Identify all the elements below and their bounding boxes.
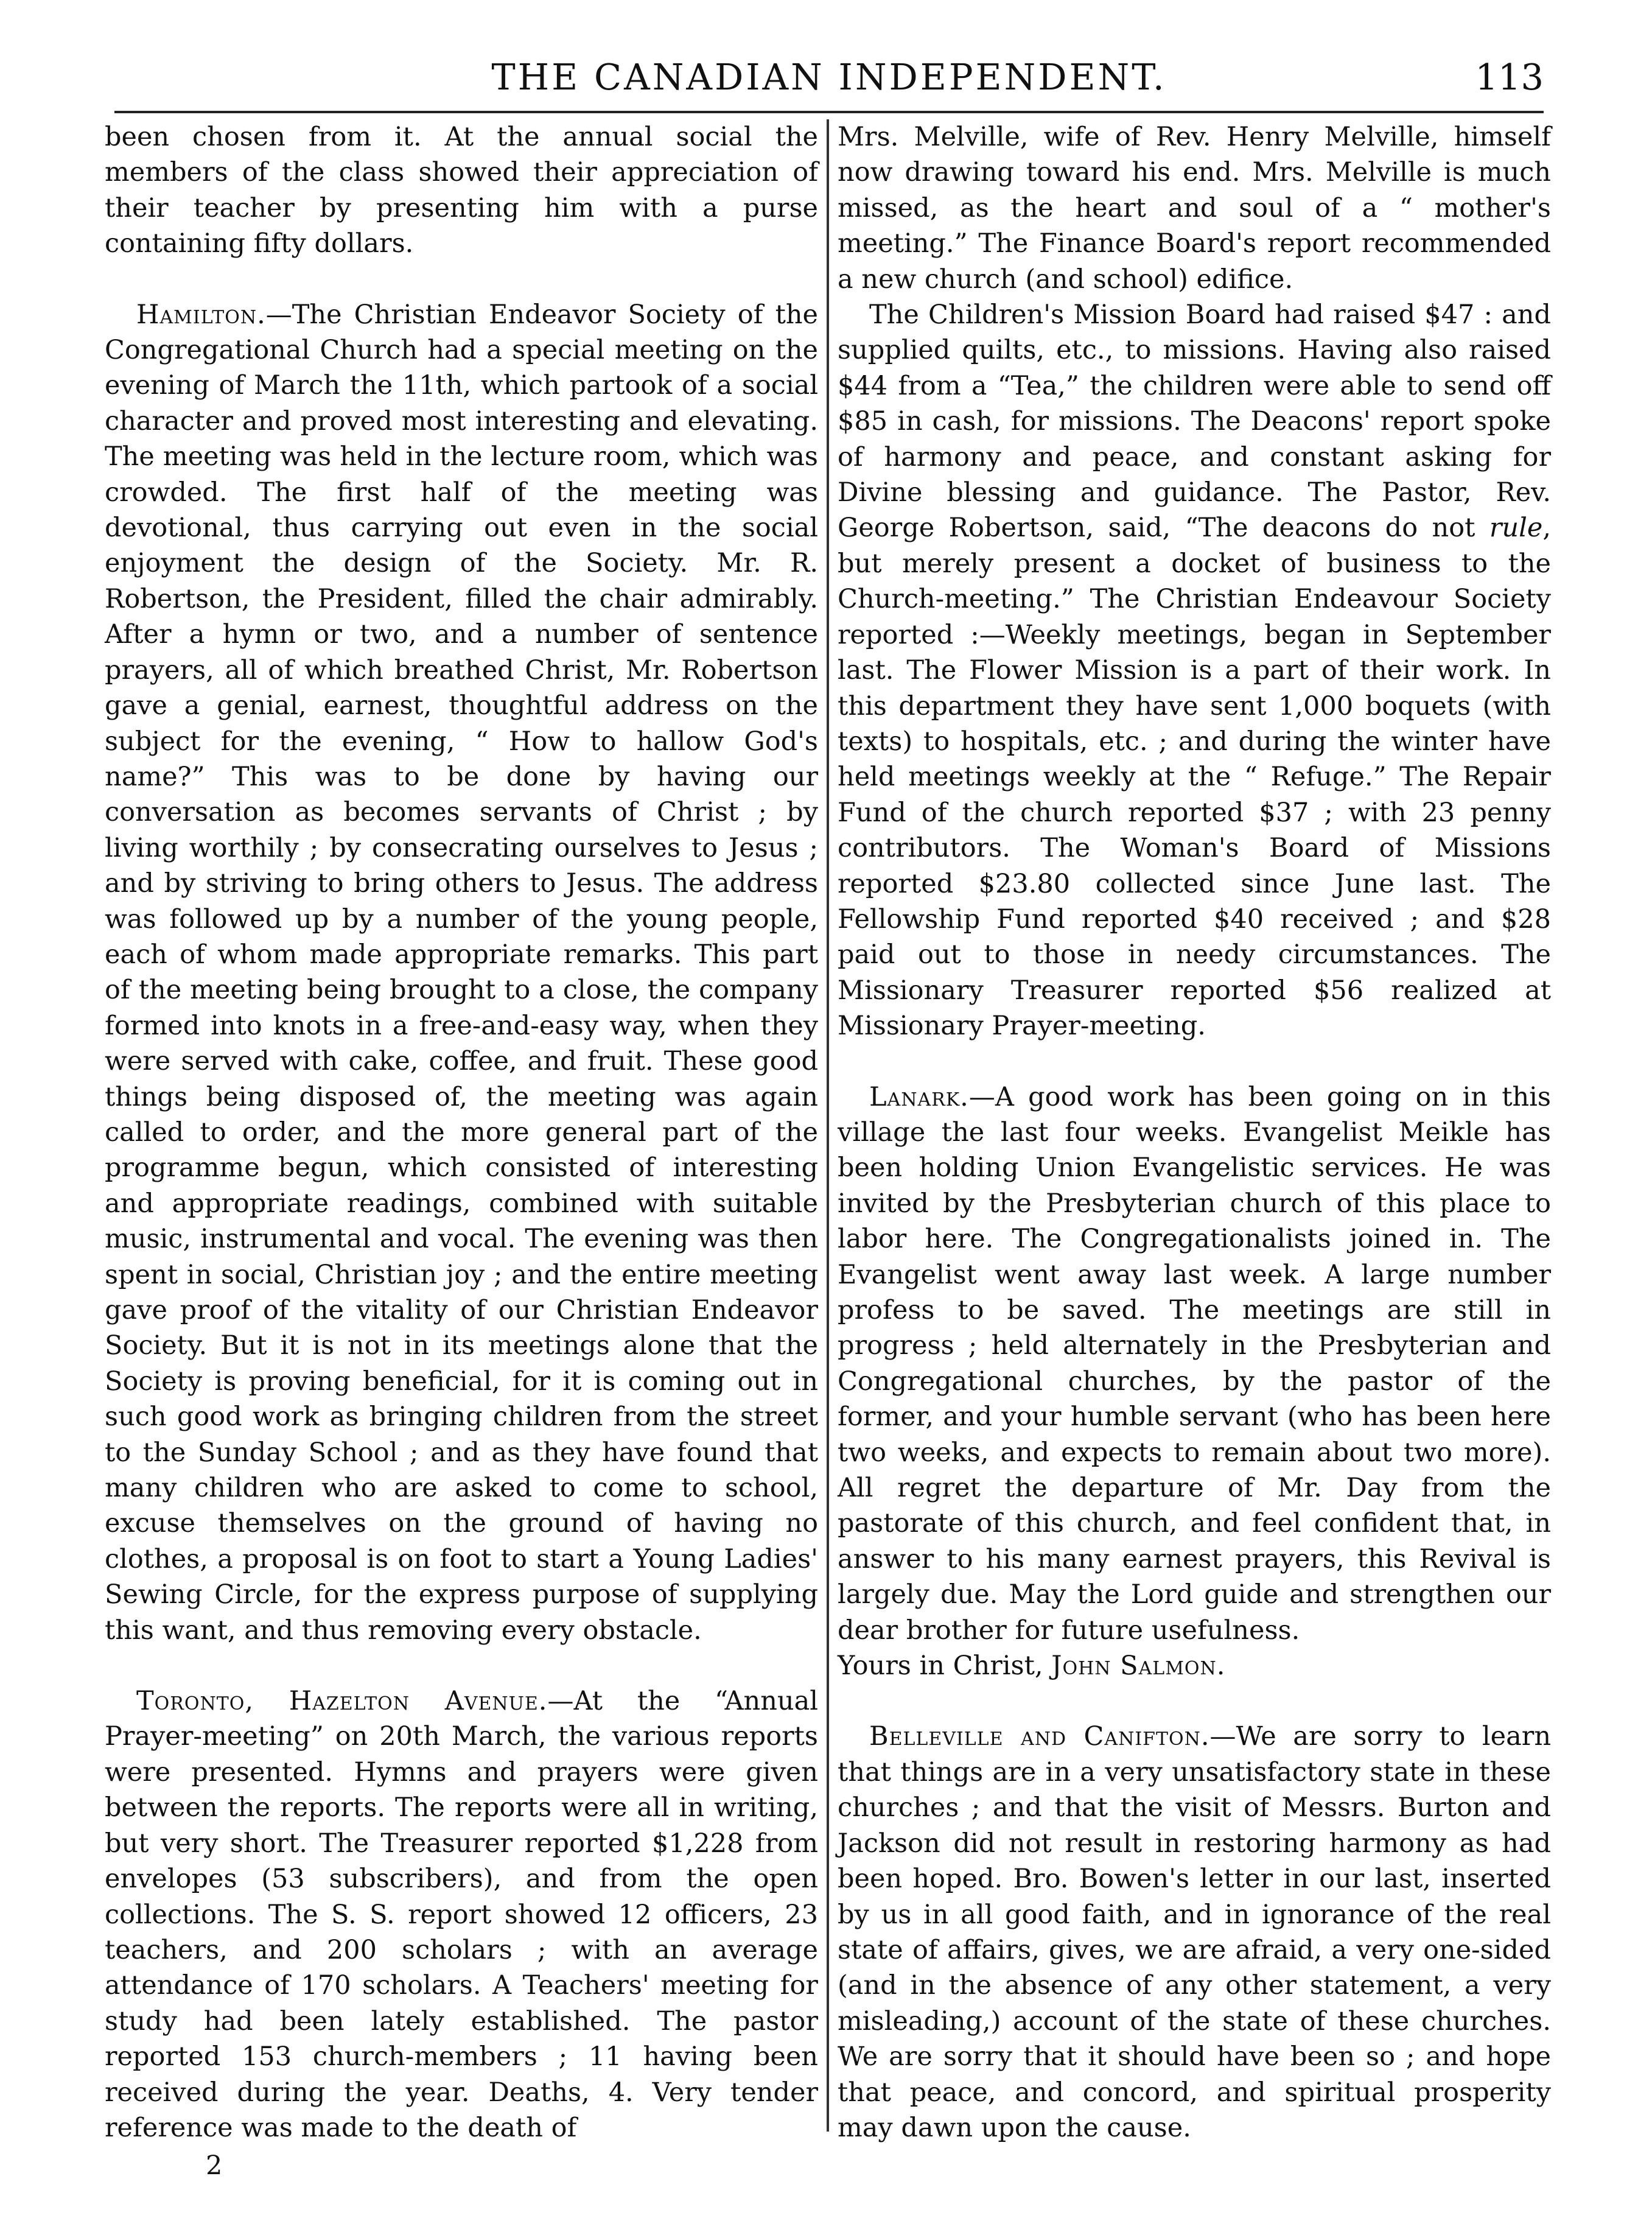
hamilton-text: —The Christian Endeavor Society of the Congregational Church had a special meeting on the evening of March the 11th, which partook of a social character and proved most interesting and elevating. The meeting was held in the lecture room, which was crowded. The first half of the meeting was devotional, thus carrying out even in the social enjoyment the design of the Society. Mr. R. Robertson, the President, filled the chair admirably. After a hymn or two, and a number of sentence prayers, all of which breathed Christ, Mr. Robertson gave a genial, earnest, thoughtful address on the subject for the evening, “ How to hallow God's name?” This was to be done by having our conversation as becomes servants of Christ ; by living worthily ; by consecrating ourselves to Jesus ; and by striving to bring others to Jesus. The address was followed up by a number of the young people, each of whom made appropriate remarks. This part of the meeting being brought to a close, the company formed into knots in a free-and-easy way, when they were served with cake, coffee, and fruit. These good things being disposed of, the meeting was again called to order, and the more general part of the programme begun, which consisted of interesting and appropriate readings, combined with suitable music, instrumental and vocal. The evening was then spent in social, Christian joy ; and the entire meeting gave proof of the vitality of our Christian Endeavor Society. But it is not in its meetings alone that the Society is proving beneficial, for it is coming out in such good work as bringing children from the street to the Sunday School ; and as they have found that many children who are asked to come to school, excuse themselves on the ground of having no clothes, a proposal is on foot to start a Young Ladies' Sewing Circle, for the express purpose of supplying this want, and thus removing every obstacle.	[105, 299, 818, 1646]
toronto-text: —At the “Annual Prayer-meeting” on 20th March, the various reports were presented. Hymns and prayers were given between the reports. The reports were all in writing, but very short. The Treasurer reported $1,228 from envelopes (53 subscribers), and from the open collections. The S. S. report showed 12 officers, 23 teachers, and 200 scholars ; with an average attendance of 170 scholars. A Teachers' meeting for study had been lately established. The pastor reported 153 church-members ; 11 having been received during the year. Deaths, 4. Very tender reference was made to the death of	[105, 1686, 818, 2143]
lanark-text: —A good work has been going on in this village the last four weeks. Evangelist Meikle has been holding Union Evangelistic services. He was invited by the Presbyterian church of this place to labor here. The Congregationalists joined in. The Evangelist went away last week. A large number profess to be saved. The meetings are still in progress ; held alternately in the Presbyterian and Congregational churches, by the pastor of the former, and your humble servant (who has been here two weeks, and expects to remain about two more). All regret the departure of Mr. Day from the pastorate of this church, and feel confident that, in answer to his many earnest prayers, this Revival is largely due. May the Lord guide and strengthen our dear brother for future usefulness.	[838, 1081, 1551, 1646]
toronto-article	[105, 1683, 818, 2146]
rule-word: rule	[1489, 513, 1543, 544]
reports-text-b: , but merely present a docket of business to the Church-meeting.” The Christian Endeavour Society reported :—Weekly meetings, began in September last. The Flower Mission is a part of their work. In this department they have sent 1,000 boquets (with texts) to hospitals, etc. ; and during the winter have held meetings weekly at the “ Refuge.” The Repair Fund of the church reported $37 ; with 23 penny contributors. The Woman's Board of Missions reported $23.80 collected since June last. The Fellowship Fund reported $40 received ; and $28 paid out to those in needy circumstances. The Missionary Treasurer reported $56 realized at Missionary Prayer-meeting.	[838, 513, 1551, 1042]
belleville-text: —We are sorry to learn that things are in a very unsatisfactory state in these churches ; and that the visit of Messrs. Burton and Jackson did not result in restoring harmony as had been hoped. Bro. Bowen's letter in our last, inserted by us in all good faith, and in ignorance of the real state of affairs, gives, we are afraid, a very one-sided (and in the absence of any other statement, a very misleading,) account of the state of these churches. We are sorry that it should have been so ; and hope that peace, and concord, and spiritual prosperity may dawn upon the cause.	[838, 1721, 1552, 2143]
lanark-heading: Lanark.	[869, 1081, 969, 1112]
toronto-heading: Toronto, Hazelton Avenue.	[136, 1686, 548, 1717]
column-divider	[827, 119, 829, 2132]
lanark-article	[838, 1079, 1551, 1649]
left-column	[105, 119, 818, 2146]
lanark-signature	[838, 1648, 1551, 1683]
publication-title: THE CANADIAN INDEPENDENT.	[491, 56, 1167, 98]
signature-mark: 2	[206, 2150, 223, 2181]
reports-paragraph	[838, 297, 1551, 1044]
reports-text-a: The Children's Mission Board had raised $47 : and supplied quilts, etc., to missions. Having also raised $44 from a “Tea,” the children were able to send off $85 in cash, for missions. The Deacons' report spoke of harmony and peace, and constant asking for Divine blessing and guidance. The Pastor, Rev. George Robertson, said, “The deacons do not	[838, 300, 1551, 544]
hamilton-article	[105, 297, 818, 1648]
running-head	[114, 56, 1544, 111]
belleville-article	[838, 1719, 1551, 2146]
right-column	[838, 119, 1551, 2146]
hamilton-heading: Hamilton.	[136, 299, 266, 330]
page-number: 113	[1475, 56, 1544, 98]
header-rule	[114, 111, 1544, 113]
belleville-heading: Belleville and Canifton.	[869, 1721, 1210, 1752]
signature-prefix: Yours in Christ,	[838, 1651, 1052, 1682]
continued-paragraph: been chosen from it. At the annual social the members of the class showed their appreciation of their teacher by presenting him with a purse containing fifty dollars.	[105, 122, 818, 259]
signature-name: John Salmon.	[1051, 1651, 1226, 1682]
continued-paragraph-right: Mrs. Melville, wife of Rev. Henry Melville, himself now drawing toward his end. Mrs. Melville is much missed, as the heart and soul of a “ mother's meeting.” The Finance Board's report recommended a new church (and school) edifice.	[838, 122, 1551, 295]
